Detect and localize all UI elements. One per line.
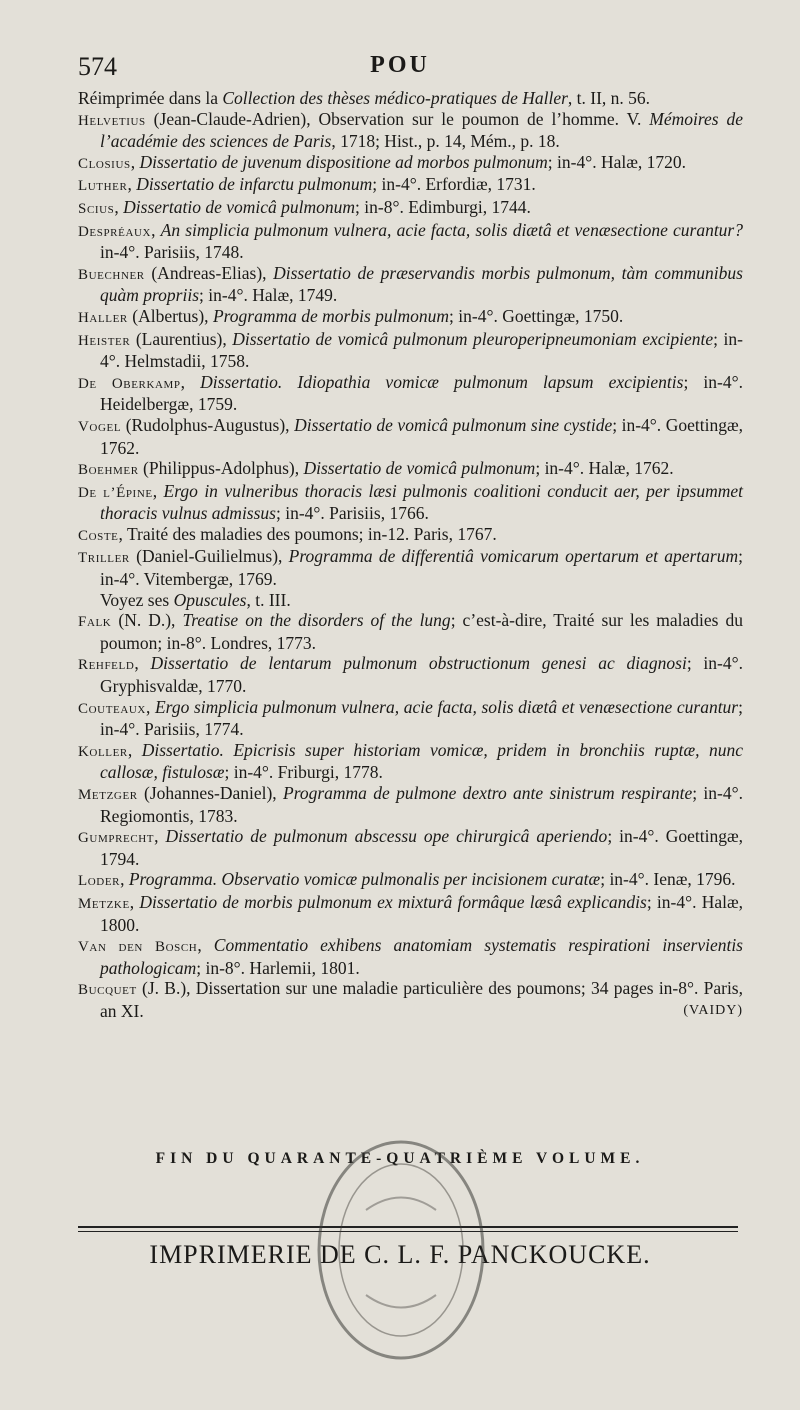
entry-title: Ergo simplicia pulmonum vulnera, acie facta, solis diætâ et venæsectione curantur (154, 696, 739, 717)
bibliography-entry (78, 415, 743, 458)
bibliography-entry (78, 978, 743, 1021)
entry-author: Triller (78, 550, 130, 567)
entry-rest: , t. II, n. 56. (567, 88, 651, 108)
entry-rest: ; in-4°. Erfordiæ, 1731. (372, 174, 536, 195)
entry-text: (Johannes-Daniel), (137, 783, 283, 803)
entry-title: Commentatio exhibens anatomiam systematis respirationi inservientis pathologicam (100, 935, 743, 978)
entry-title: Dissertatio de vomicâ pulmonum (303, 458, 536, 479)
bibliography-entry (78, 697, 743, 740)
entry-text: , (120, 869, 129, 890)
bibliography-list (78, 88, 743, 1022)
entry-rest: ; in-4°. Goettingæ, 1762. (100, 414, 743, 458)
entry-rest: ; in-4°. Goettingæ, 1794. (100, 826, 744, 869)
entry-text: , (197, 935, 214, 956)
entry-title: Mémoires de l’académie des sciences de Paris (100, 108, 743, 152)
entry-rest: , t. III. (246, 589, 291, 610)
entry-title: Opuscules (173, 589, 247, 610)
entry-rest: ; in-8°. Harlemii, 1801. (196, 957, 360, 978)
library-stamp-icon (306, 1130, 496, 1370)
bibliography-entry (78, 329, 743, 372)
entry-rest: ; in-4°. Helmstadii, 1758. (100, 328, 743, 372)
entry-rest: ; in-4°. Ienæ, 1796. (600, 869, 736, 890)
entry-author: Bucquet (78, 982, 137, 999)
entry-rest: in-4°. Parisiis, 1748. (100, 242, 244, 263)
entry-text: , (134, 653, 151, 674)
entry-title: Programma. Observatio vomicæ pulmonalis per incisionem curatæ (128, 869, 601, 890)
entry-author: Vogel (78, 418, 122, 435)
page-number: 574 (78, 52, 117, 81)
entry-text: Voyez ses (100, 589, 174, 610)
entry-title: Dissertatio. Epicrisis super historiam vomicæ, pridem in bronchiis ruptæ, nunc callosæ, fistulosæ (100, 739, 743, 783)
entry-rest: ; in-4°. Goettingæ, 1750. (449, 305, 624, 326)
bibliography-entry (78, 306, 743, 329)
entry-text: (J. B.), Dissertation sur une maladie particulière des poumons; 34 pages in-8°. Paris, an XI. (100, 978, 743, 1021)
bibliography-entry (78, 88, 743, 109)
entry-title: Dissertatio de vomicâ pulmonum sine cystide (294, 414, 613, 435)
entry-author: Metzger (78, 787, 138, 803)
bibliography-entry (78, 109, 743, 152)
entry-author: Helvetius (78, 112, 146, 129)
bibliography-entry (78, 546, 743, 589)
entry-title: Programma de morbis pulmonum (212, 305, 450, 326)
entry-text: (Daniel-Guilielmus), (129, 546, 289, 567)
entry-title: Dissertatio de lentarum pulmonum obstructionum genesi ac diagnosi (150, 653, 687, 674)
entry-title: Dissertatio. Idiopathia vomicæ pulmonum lapsum excipientis (200, 371, 684, 392)
entry-title: Collection des thèses médico-pratiques de Haller (222, 88, 568, 108)
entry-author: De Oberkamp (78, 375, 181, 392)
end-of-volume-line: FIN DU QUARANTE-QUATRIÈME VOLUME. (155, 1150, 645, 1167)
entry-rest: ; in-4°. Halæ, 1800. (100, 891, 744, 935)
entry-rest: ; c’est-à-dire, Traité sur les maladies du poumon; in-8°. Londres, 1773. (100, 610, 743, 653)
entry-text: , (145, 696, 155, 717)
entry-title: Dissertatio de vomicâ pulmonum pleuroperipneumoniam excipiente (232, 328, 714, 349)
entry-title: Dissertatio de præservandis morbis pulmonum, tàm communibus quàm propriis (100, 262, 743, 306)
bibliography-entry (78, 372, 743, 415)
entry-rest: ; in-4°. Vitembergæ, 1769. (100, 546, 743, 590)
bibliography-entry (78, 935, 743, 978)
entry-text: (Laurentius), (130, 328, 233, 349)
bibliography-entry (78, 458, 743, 481)
entry-title: Treatise on the disorders of the lung (182, 610, 451, 631)
entry-text: (Rudolphus-Augustus), (121, 414, 295, 435)
bibliography-entry (78, 610, 743, 653)
entry-text: , (127, 174, 137, 195)
entry-rest: ; in-4°. Halæ, 1762. (535, 458, 674, 479)
entry-text: (Jean-Claude-Adrien), Observation sur le poumon de l’homme. V. (145, 108, 650, 129)
entry-author: Scius (78, 200, 115, 217)
entry-text: , (154, 826, 166, 847)
author-signature: (VAIDY) (683, 1002, 743, 1018)
entry-author: Coste (78, 527, 119, 544)
entry-author: Haller (78, 309, 128, 326)
entry-author: Buechner (78, 266, 145, 283)
entry-text: , (127, 739, 142, 760)
bibliography-entry (78, 263, 743, 306)
entry-title: Dissertatio de pulmonum abscessu ope chirurgicâ aperiendo (165, 826, 608, 847)
entry-text: , (114, 196, 124, 217)
entry-title: Dissertatio de vomicâ pulmonum (123, 196, 356, 217)
entry-text: , Traité des maladies des poumons; in-12. Paris, 1767. (118, 523, 497, 544)
entry-author: Metzke (78, 895, 130, 912)
bibliography-entry (78, 152, 743, 175)
running-head: POU (370, 52, 430, 78)
entry-text: , (151, 219, 161, 240)
entry-rest: ; in-4°. Halæ, 1749. (199, 285, 338, 306)
entry-title: Dissertatio de morbis pulmonum ex mixturâ formâque læsâ explicandis (139, 891, 647, 912)
entry-title: Programma de differentiâ vomicarum opertarum et apertarum (288, 546, 739, 567)
entry-rest: , 1718; Hist., p. 14, Mém., p. 18. (331, 131, 560, 152)
bibliography-entry (78, 826, 743, 869)
entry-title: An simplicia pulmonum vulnera, acie facta, solis diætâ et venæsectione curantur? (160, 219, 743, 240)
bibliography-entry (78, 892, 743, 935)
entry-text: , (152, 480, 164, 501)
entry-text: , (130, 151, 140, 172)
entry-rest: ; in-4°. Heidelbergæ, 1759. (100, 371, 743, 415)
entry-author: Closius (78, 155, 131, 172)
entry-rest: ; in-4°. Parisiis, 1766. (275, 503, 429, 524)
entry-author: Van den Bosch (78, 939, 198, 956)
entry-title: Dissertatio de juvenum dispositione ad morbos pulmonum (139, 151, 548, 172)
entry-rest: ; in-4°. Friburgi, 1778. (224, 762, 383, 783)
bibliography-entry (78, 740, 743, 783)
bibliography-entry (78, 869, 743, 892)
entry-author: Gumprecht (78, 830, 155, 847)
entry-rest: ; in-4°. Halæ, 1720. (547, 151, 687, 172)
entry-author: Luther (78, 178, 128, 195)
bibliography-entry (78, 590, 743, 611)
entry-text: (Albertus), (127, 305, 213, 326)
bibliography-entry (78, 174, 743, 197)
entry-title: Dissertatio de infarctu pulmonum (136, 174, 373, 195)
entry-author: Heister (78, 332, 131, 349)
printer-imprint: IMPRIMERIE DE C. L. F. PANCKOUCKE. (149, 1240, 651, 1269)
entry-rest: ; in-4°. Gryphisvaldæ, 1770. (100, 653, 743, 697)
entry-rest: ; in-4°. Parisiis, 1774. (100, 696, 743, 740)
entry-title: Programma de pulmone dextro ante sinistrum respirante (283, 783, 693, 803)
entry-author: Koller (78, 743, 128, 760)
entry-text: Réimprimée dans la (78, 88, 223, 108)
entry-author: Falk (78, 614, 112, 631)
entry-title: Ergo in vulneribus thoracis læsi pulmonis coalitioni conducit aer, per ipsummet thoracis vulnus admissus (100, 480, 744, 524)
bibliography-entry (78, 197, 743, 220)
bibliography-entry (78, 220, 743, 263)
entry-rest: ; in-4°. Regiomontis, 1783. (100, 783, 743, 826)
entry-author: Rehfeld (78, 657, 135, 674)
entry-rest: ; in-8°. Edimburgi, 1744. (355, 196, 531, 217)
bibliography-entry (78, 653, 743, 696)
entry-author: Loder (78, 873, 121, 890)
bibliography-entry (78, 524, 743, 547)
bibliography-entry (78, 481, 743, 524)
entry-author: Despréaux (78, 223, 152, 240)
entry-text: , (129, 891, 140, 912)
entry-author: Boehmer (78, 462, 139, 479)
entry-author: Couteaux (78, 700, 146, 717)
entry-text: (Philippus-Adolphus), (138, 458, 304, 479)
entry-text: (Andreas-Elias), (144, 262, 274, 283)
bibliography-entry (78, 783, 743, 826)
entry-author: De l’Épine (78, 484, 153, 501)
entry-text: (N. D.), (111, 610, 183, 631)
entry-text: , (180, 371, 201, 392)
